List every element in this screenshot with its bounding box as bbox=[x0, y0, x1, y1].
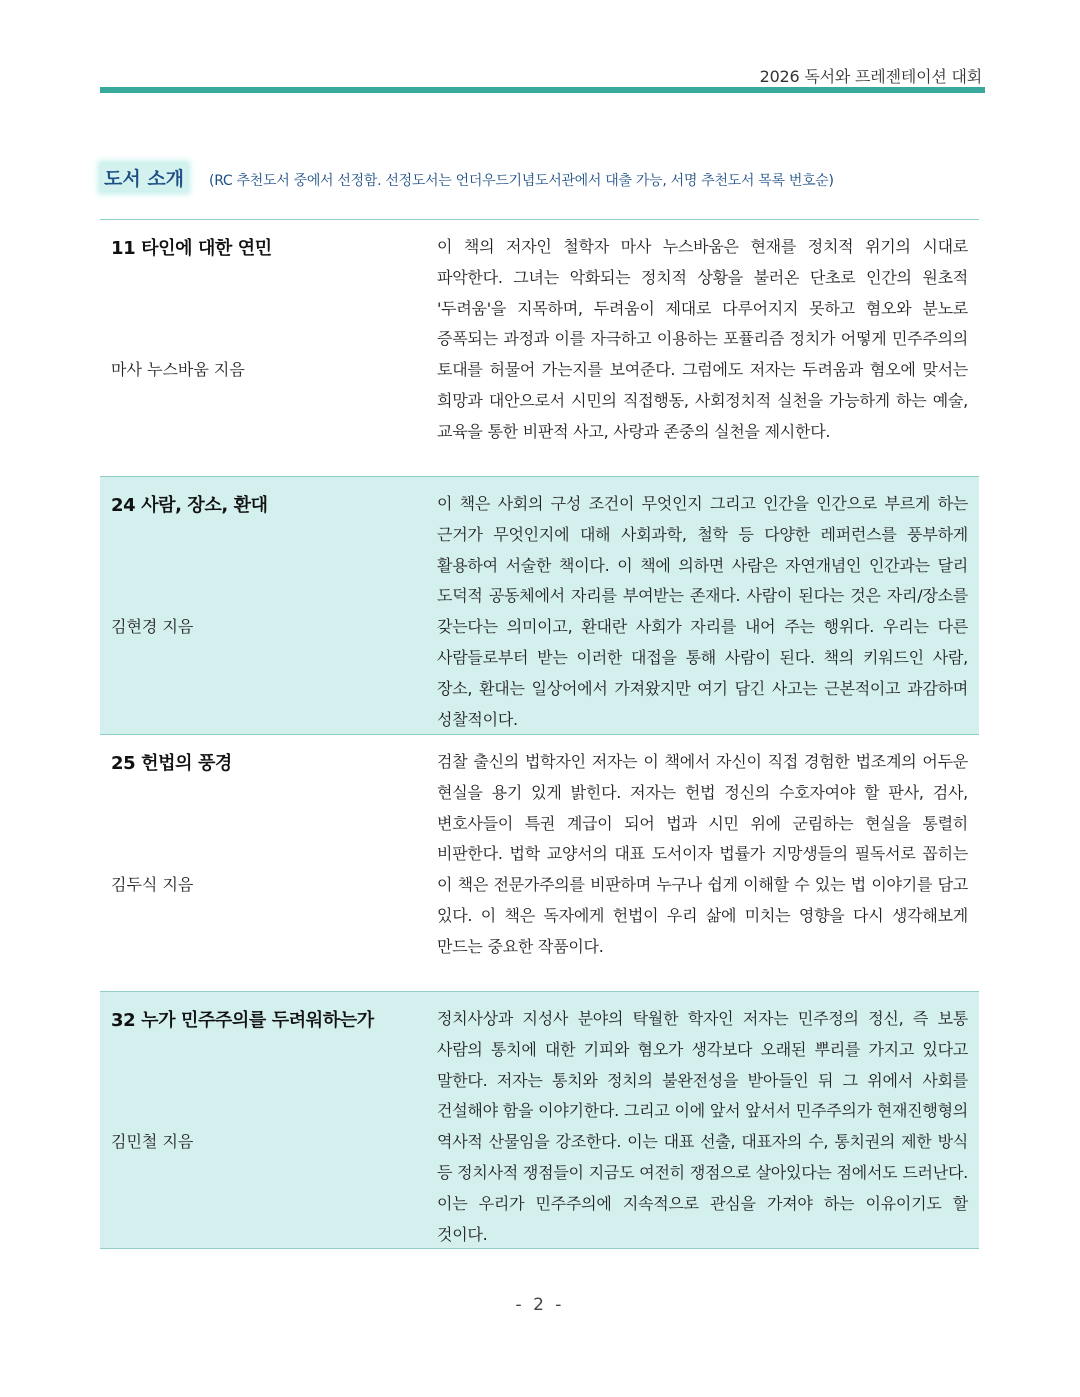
book-meta bbox=[100, 220, 426, 476]
book-row bbox=[100, 220, 979, 477]
book-title: 25 헌법의 풍경 bbox=[111, 753, 232, 774]
book-row bbox=[100, 477, 979, 735]
page-number: - 2 - bbox=[515, 1295, 565, 1315]
book-author: 김두식 지음 bbox=[111, 874, 194, 894]
book-title: 24 사람, 장소, 환대 bbox=[111, 495, 268, 516]
section-title: 도서 소개 bbox=[101, 164, 187, 191]
book-author: 마사 누스바움 지음 bbox=[111, 359, 245, 379]
book-title: 11 타인에 대한 연민 bbox=[111, 238, 272, 259]
book-author: 김현경 지음 bbox=[111, 617, 194, 636]
book-description: 이 책의 저자인 철학자 마사 누스바움은 현재를 정치적 위기의 시대로 파악한다. 그녀는 악화되는 정치적 상황을 불러온 단초로 인간의 원초적 '두려움'을 지목하며, 두려움이 제대로 다루어지지 못하고 혐오와 분노로 증폭되는 과정과 이를 자극하고 이용하는 포퓰리즘 정치가 어떻게 민주주의의 토대를 허물어 가는지를 보여준다. 그럼에도 저자는 두려움과 혐오에 맞서는 희망과 대안으로서 시민의 직접행동, 사회정치적 실천을 가능하게 하는 예술, 교육을 통한 비판적 사고, 사랑과 존중의 실천을 제시한다. bbox=[437, 237, 968, 441]
book-meta bbox=[100, 735, 426, 991]
book-author: 김민철 지음 bbox=[111, 1131, 194, 1151]
book-table bbox=[100, 219, 979, 1249]
book-title: 32 누가 민주주의를 두려워하는가 bbox=[111, 1010, 374, 1031]
book-row bbox=[100, 992, 979, 1249]
document-header-title: 2026 독서와 프레젠테이션 대회 bbox=[759, 67, 982, 86]
book-meta bbox=[100, 477, 426, 734]
book-description: 검찰 출신의 법학자인 저자는 이 책에서 자신이 직접 경험한 법조계의 어두운 현실을 용기 있게 밝힌다. 저자는 헌법 정신의 수호자여야 할 판사, 검사, 변호사들이 특권 계급이 되어 법과 시민 위에 군림하는 현실을 통렬히 비판한다. 법학 교양서의 대표 도서이자 법률가 지망생들의 필독서로 꼽히는 이 책은 전문가주의를 비판하며 누구나 쉽게 이해할 수 있는 법 이야기를 담고 있다. 이 책은 독자에게 헌법이 우리 삶에 미치는 영향을 다시 생각해보게 만드는 중요한 작품이다. bbox=[437, 752, 968, 956]
header-rule bbox=[100, 87, 985, 93]
book-meta bbox=[100, 992, 426, 1248]
section-note: (RC 추천도서 중에서 선정함. 선정도서는 언더우드기념도서관에서 대출 가능, 서명 추천도서 목록 번호순) bbox=[209, 173, 834, 189]
book-description: 정치사상과 지성사 분야의 탁월한 학자인 저자는 민주정의 정신, 즉 보통 사람의 통치에 대한 기피와 혐오가 생각보다 오래된 뿌리를 가지고 있다고 말한다. 저자는 통치와 정치의 불완전성을 받아들인 뒤 그 위에서 사회를 건설해야 함을 이야기한다. 그리고 이에 앞서 앞서서 민주주의가 현재진행형의 역사적 산물임을 강조한다. 이는 대표 선출, 대표자의 수, 통치권의 제한 방식 등 정치사적 쟁점들이 지금도 여전히 쟁점으로 살아있다는 점에서도 드러난다. 이는 우리가 민주주의에 지속적으로 관심을 가져야 하는 이유이기도 할 것이다. bbox=[437, 1009, 968, 1244]
book-row bbox=[100, 735, 979, 992]
book-description: 이 책은 사회의 구성 조건이 무엇인지 그리고 인간을 인간으로 부르게 하는 근거가 무엇인지에 대해 사회과학, 철학 등 다양한 레퍼런스를 풍부하게 활용하여 서술한 책이다. 이 책에 의하면 사람은 자연개념인 인간과는 달리 도덕적 공동체에서 자리를 부여받는 존재다. 사람이 된다는 것은 자리/장소를 갖는다는 의미이고, 환대란 사회가 자리를 내어 주는 행위다. 우리는 다른 사람들로부터 받는 이러한 대접을 통해 사람이 된다. 책의 키워드인 사람, 장소, 환대는 일상어에서 가져왔지만 여기 담긴 사고는 근본적이고 과감하며 성찰적이다. bbox=[437, 494, 968, 729]
section-heading bbox=[101, 164, 981, 191]
